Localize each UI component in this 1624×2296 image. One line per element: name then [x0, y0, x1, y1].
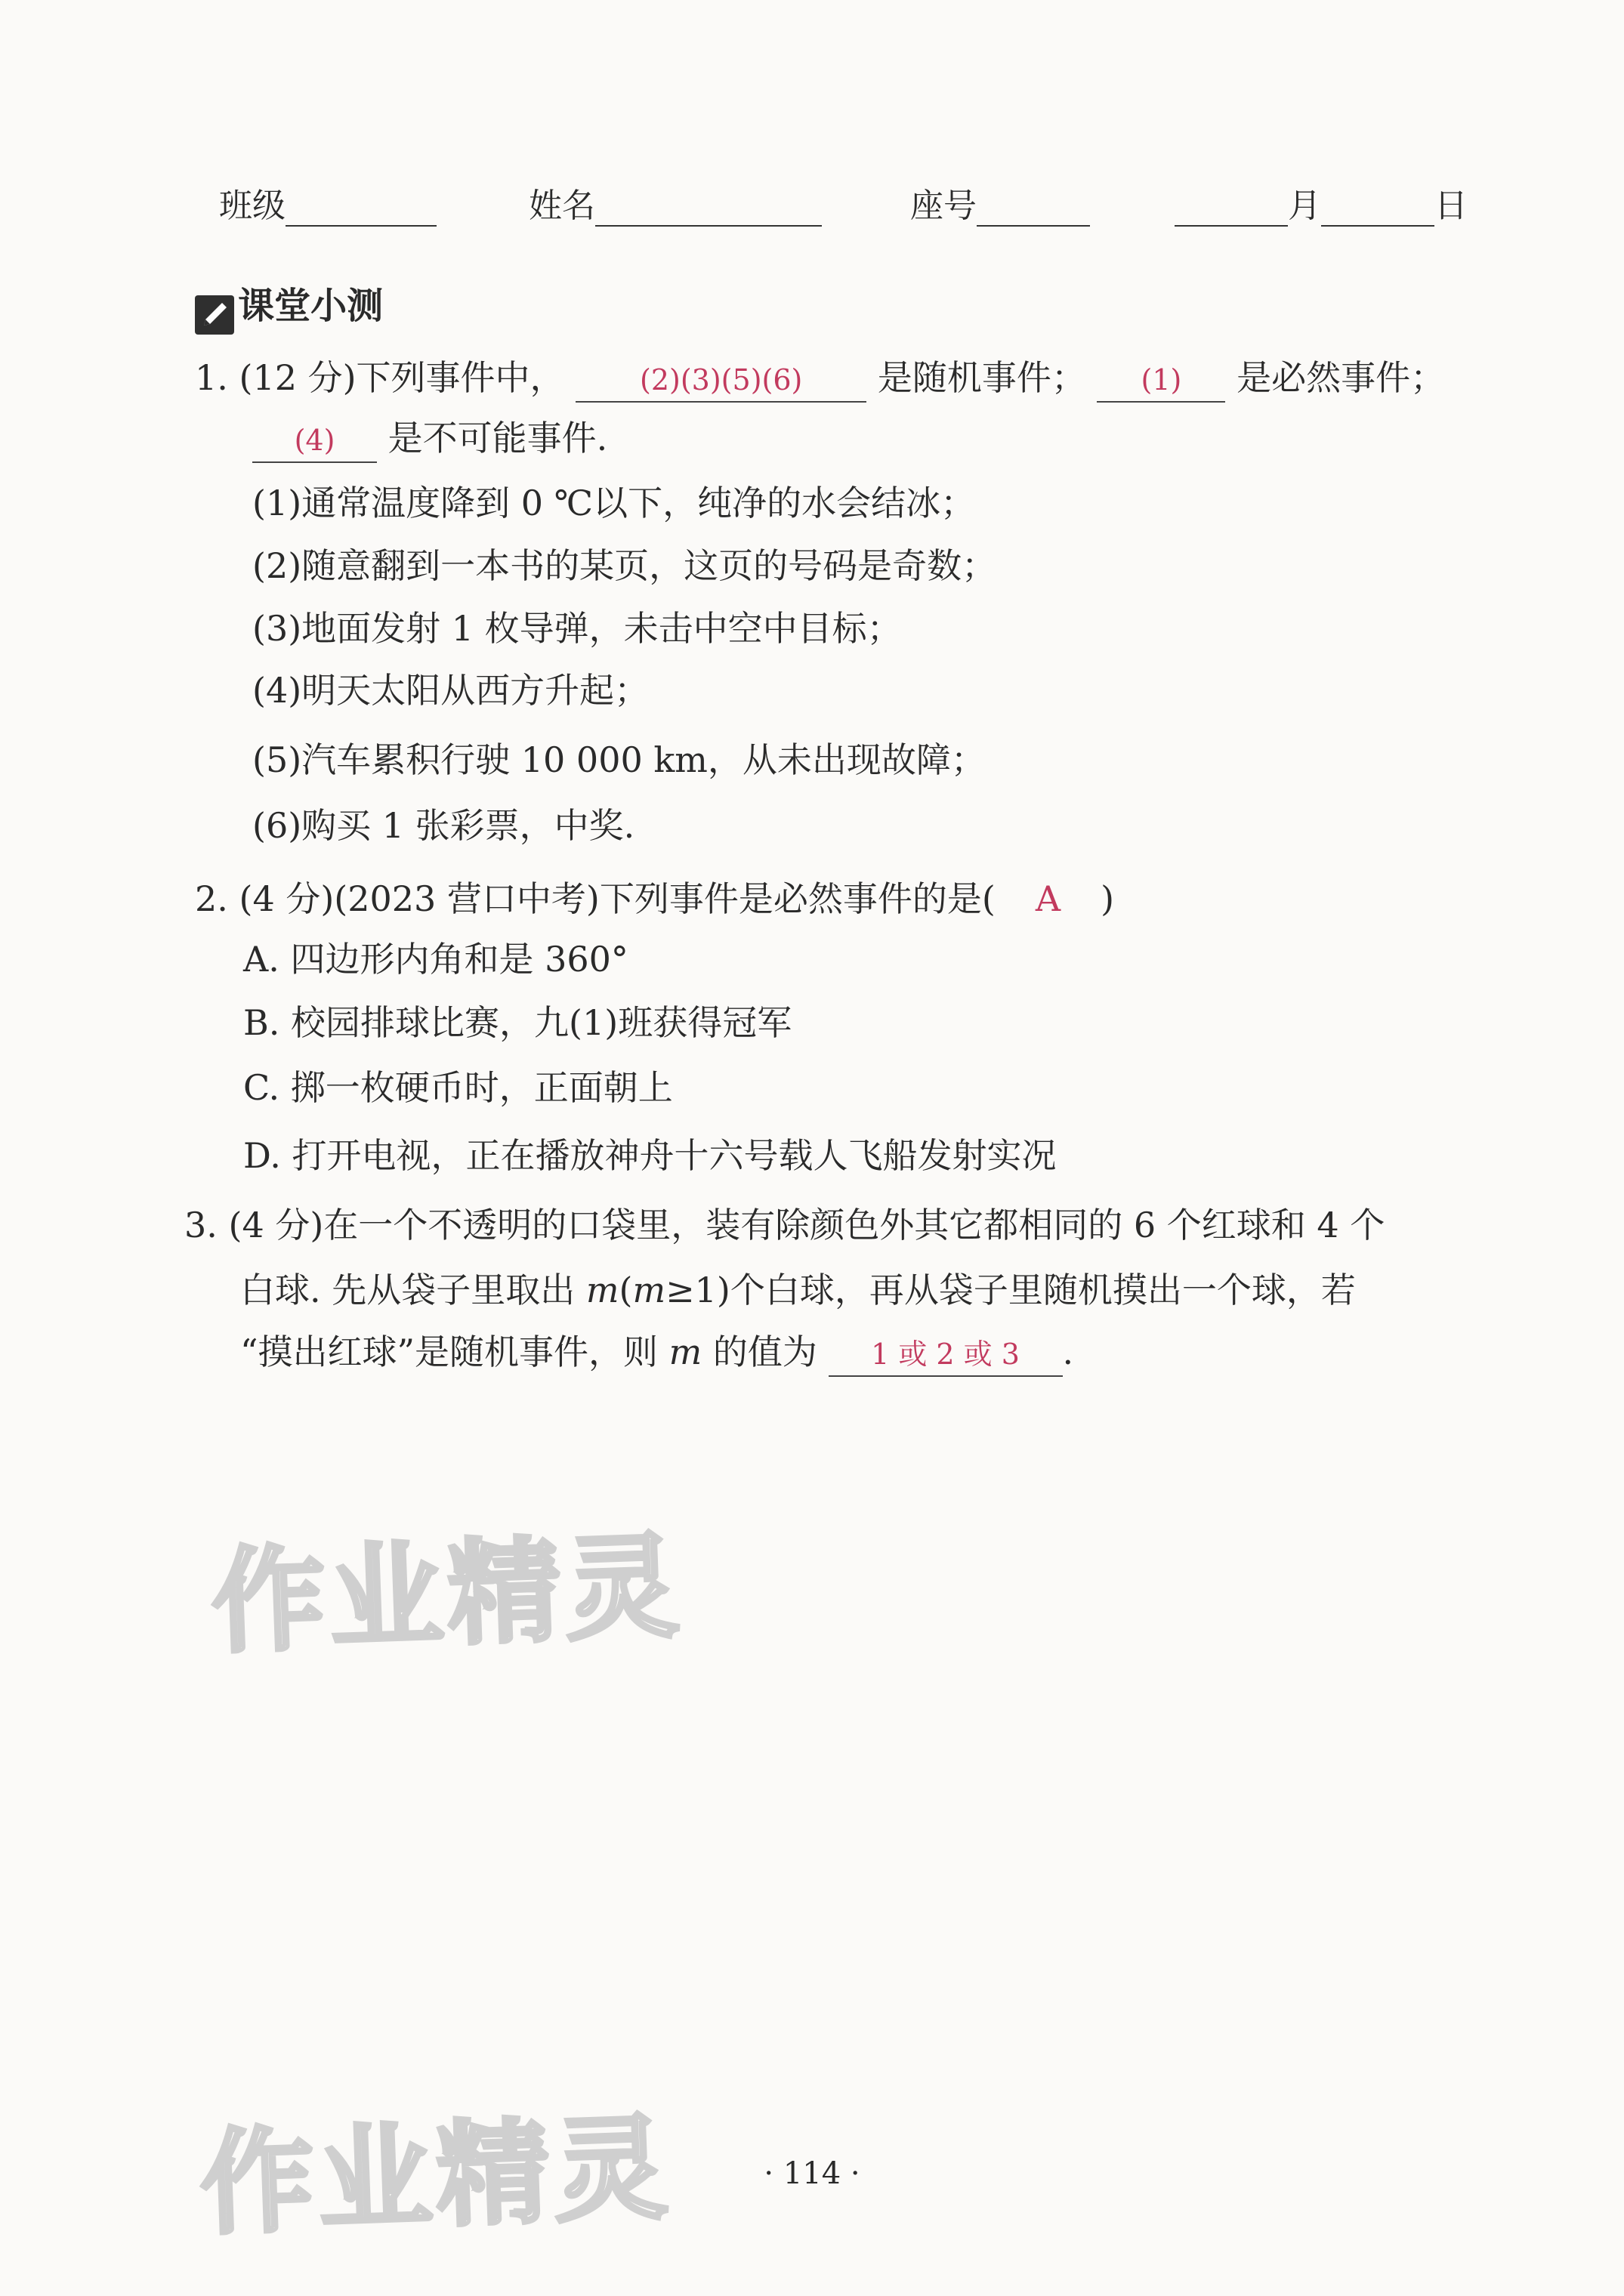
q1-stem-a: 1. (12 分)下列事件中， [195, 357, 565, 398]
q2-close-paren: ) [1101, 878, 1115, 919]
q1-item-6: (6)购买 1 张彩票，中奖. [252, 805, 635, 846]
month-label: 月 [1288, 187, 1321, 225]
day-label: 日 [1434, 187, 1468, 225]
q3-var-m-3: m [668, 1332, 702, 1372]
q1-stem-line1 [195, 355, 1445, 403]
q3-var-m-2: m [632, 1270, 666, 1310]
q2-answer[interactable]: A [1035, 878, 1061, 919]
q1-stem-c: 是必然事件； [1237, 357, 1446, 398]
q1-item-2: (2)随意翻到一本书的某页，这页的号码是奇数； [252, 545, 997, 586]
q1-stem-line2 [252, 415, 607, 463]
q3-line2-c: ≥1)个白球，再从袋子里随机摸出一个球，若 [665, 1270, 1356, 1310]
page-number: · 114 · [764, 2156, 860, 2191]
name-blank[interactable] [595, 187, 822, 227]
q1-answer-certain[interactable]: (1) [1097, 359, 1225, 403]
seat-blank[interactable] [977, 187, 1090, 227]
q3-line2-b: ( [619, 1270, 633, 1310]
pencil-icon [195, 295, 234, 335]
q2-stem-text: 2. (4 分)(2023 营口中考)下列事件是必然事件的是( [195, 878, 996, 919]
q1-item-3: (3)地面发射 1 枚导弹，未击中空中目标； [252, 608, 902, 649]
q3-line3-a: “摸出红球”是随机事件，则 [240, 1332, 669, 1372]
q2-option-a: A. 四边形内角和是 360° [243, 939, 628, 980]
q3-line3 [240, 1329, 1073, 1377]
q3-answer[interactable]: 1 或 2 或 3 [829, 1333, 1063, 1377]
q1-answer-random[interactable]: (2)(3)(5)(6) [576, 359, 866, 403]
q3-line3-end: . [1062, 1332, 1074, 1372]
name-label: 姓名 [529, 187, 595, 225]
watermark-bottom: 作业精灵 [198, 2103, 675, 2251]
seat-label: 座号 [910, 187, 977, 225]
header-class [219, 178, 437, 227]
q2-stem [195, 876, 1114, 921]
q2-option-c: C. 掷一枚硬币时，正面朝上 [243, 1067, 673, 1108]
section-title: 课堂小测 [238, 285, 384, 327]
q3-line1: 3. (4 分)在一个不透明的口袋里，装有除颜色外其它都相同的 6 个红球和 4 个 [184, 1205, 1385, 1245]
header-name [529, 178, 822, 227]
q1-item-5: (5)汽车累积行驶 10 000 km，从未出现故障； [252, 739, 986, 780]
watermark-top: 作业精灵 [209, 1521, 686, 1669]
q1-item-4: (4)明天太阳从西方升起； [252, 670, 650, 711]
day-blank[interactable] [1321, 187, 1434, 227]
q3-var-m: m [585, 1270, 619, 1310]
month-blank[interactable] [1175, 187, 1288, 227]
q2-option-d: D. 打开电视，正在播放神舟十六号载人飞船发射实况 [243, 1135, 1057, 1176]
header-date [1175, 178, 1468, 227]
q1-answer-impossible[interactable]: (4) [252, 419, 377, 463]
header-seat [910, 178, 1090, 227]
q1-stem-d: 是不可能事件. [387, 418, 608, 458]
class-blank[interactable] [286, 187, 437, 227]
q1-item-1: (1)通常温度降到 0 ℃以下，纯净的水会结冰； [252, 483, 976, 523]
q3-line2 [240, 1267, 1356, 1313]
q3-line3-b: 的值为 [702, 1332, 817, 1372]
q3-line2-a: 白球. 先从袋子里取出 [240, 1270, 586, 1310]
section-header [195, 276, 383, 335]
q2-option-b: B. 校园排球比赛，九(1)班获得冠军 [243, 1002, 792, 1043]
q1-stem-b: 是随机事件； [877, 357, 1086, 398]
class-label: 班级 [219, 187, 286, 225]
